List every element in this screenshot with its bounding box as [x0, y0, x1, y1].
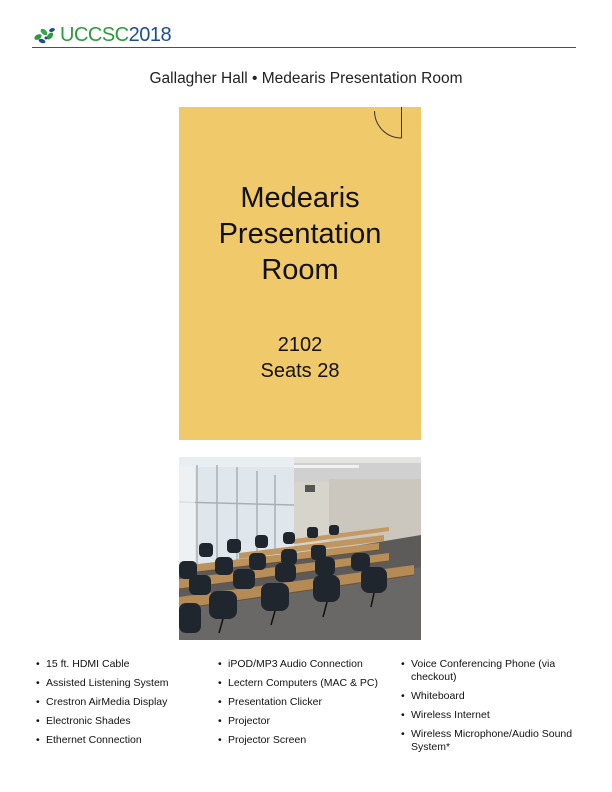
- amenity-item: • 15 ft. HDMI Cable: [34, 658, 204, 671]
- amenity-item: • Projector Screen: [216, 734, 394, 747]
- amenity-item: • Crestron AirMedia Display: [34, 696, 204, 709]
- uccsc-logo: [32, 22, 171, 48]
- door-swing-icon: [374, 107, 406, 139]
- room-name-line: Room: [261, 254, 339, 286]
- room-name-line: Presentation: [218, 218, 382, 250]
- room-name: [179, 180, 421, 288]
- amenity-item: • iPOD/MP3 Audio Connection: [216, 658, 394, 671]
- amenity-item: • Lectern Computers (MAC & PC): [216, 677, 394, 690]
- amenities-column-2: [216, 658, 394, 753]
- amenities-column-3: [399, 658, 584, 760]
- room-card: [179, 107, 421, 440]
- room-photo: [179, 457, 421, 640]
- logo-text-uccsc: UCCSC: [60, 24, 129, 46]
- amenities-column-1: [34, 658, 204, 753]
- amenity-item: • Wireless Microphone/Audio Sound System*: [399, 728, 584, 754]
- logo-text-year: 2018: [128, 24, 172, 46]
- amenity-item: • Assisted Listening System: [34, 677, 204, 690]
- room-seats: Seats 28: [260, 360, 340, 382]
- header-rule: [32, 47, 576, 48]
- leaf-cluster-icon: [32, 24, 58, 46]
- amenity-item: • Presentation Clicker: [216, 696, 394, 709]
- amenity-item: • Electronic Shades: [34, 715, 204, 728]
- amenity-item: • Wireless Internet: [399, 709, 584, 722]
- amenity-item: • Ethernet Connection: [34, 734, 204, 747]
- logo-wordmark: [60, 22, 171, 48]
- amenity-item: • Voice Conferencing Phone (via checkout): [399, 658, 584, 684]
- amenity-item: • Projector: [216, 715, 394, 728]
- room-number: 2102: [277, 334, 323, 356]
- room-name-line: Medearis: [240, 182, 360, 214]
- page-subtitle: Gallagher Hall • Medearis Presentation Room: [149, 70, 463, 87]
- amenity-item: • Whiteboard: [399, 690, 584, 703]
